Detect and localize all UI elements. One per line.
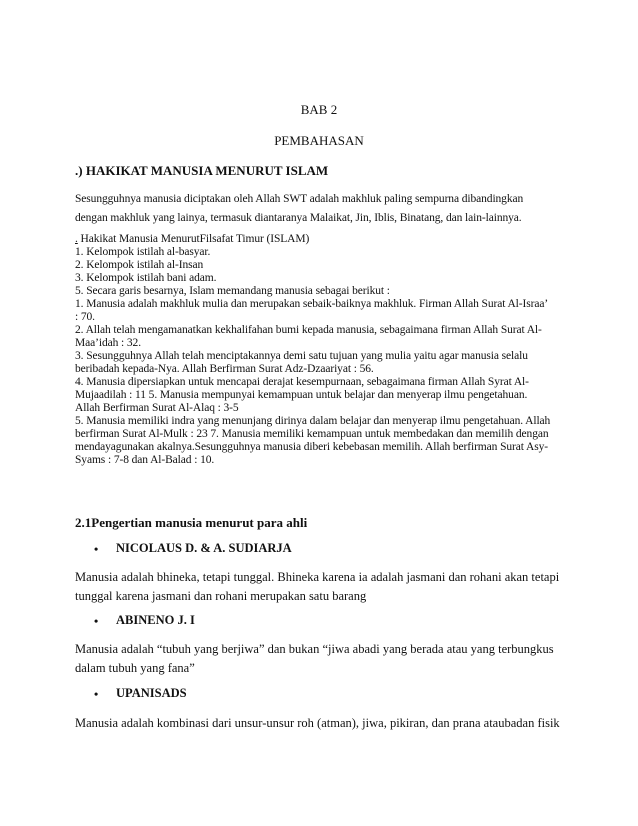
chapter-subtitle: PEMBAHASAN xyxy=(274,133,364,148)
bullet-icon: • xyxy=(94,542,99,556)
list-line: 3. Sesungguhnya Allah telah menciptakannya demi satu tujuan yang mulia yaitu agar manusia selalu xyxy=(75,350,528,362)
list-line: 4. Manusia dipersiapkan untuk mencapai derajat kesempurnaan, sebagaimana firman Allah Syrat Al- xyxy=(75,376,529,388)
description-line: Manusia adalah bhineka, tetapi tunggal. Bhineka karena ia adalah jasmani dan rohani akan tetapi xyxy=(75,570,560,584)
list-line: 3. Kelompok istilah bani adam. xyxy=(75,272,217,284)
list-line: 5. Manusia memiliki indra yang menunjang dirinya dalam belajar dan menyerap ilmu pengetahuan. Allah xyxy=(75,415,551,427)
expert-description xyxy=(75,714,560,733)
intro-line: Sesungguhnya manusia diciptakan oleh Allah SWT adalah makhluk paling sempurna dibandingkan xyxy=(75,193,524,205)
list-line: mendayagunakan akalnya.Sesungguhnya manusia diberi kebebasan memilih. Allah berfirman Surat Asy- xyxy=(75,441,548,453)
sub-heading-line xyxy=(75,233,564,246)
bullet-icon: • xyxy=(94,614,99,628)
list-line: : 70. xyxy=(75,311,95,323)
expert-name: NICOLAUS D. & A. SUDIARJA xyxy=(116,541,292,555)
list-line: Syams : 7-8 dan Al-Balad : 10. xyxy=(75,454,215,466)
list-line: Allah Berfirman Surat Al-Alaq : 3-5 xyxy=(75,402,239,414)
islam-list xyxy=(75,233,564,467)
expert-name: ABINENO J. I xyxy=(116,613,195,627)
section-heading-hakikat: .) HAKIKAT MANUSIA MENURUT ISLAM xyxy=(75,163,329,178)
description-line: tunggal karena jasmani dan rohani merupakan satu barang xyxy=(75,589,367,603)
list-line: 2. Kelompok istilah al-Insan xyxy=(75,259,204,271)
list-line: Maa’idah : 32. xyxy=(75,337,141,349)
intro-paragraph xyxy=(75,190,564,228)
description-line: Manusia adalah kombinasi dari unsur-unsur roh (atman), jiwa, pikiran, dan prana ataubadan fisik xyxy=(75,716,560,730)
bullet-icon: • xyxy=(94,687,99,701)
list-line: Mujaadilah : 11 5. Manusia mempunyai kemampuan untuk belajar dan menyerap ilmu pengetahuan. xyxy=(75,389,528,401)
list-line: berfirman Surat Al-Mulk : 23 7. Manusia memiliki kemampuan untuk membedakan dan memilih dengan xyxy=(75,428,549,440)
chapter-title: BAB 2 xyxy=(300,102,338,117)
section-heading-pengertian: 2.1Pengertian manusia menurut para ahli xyxy=(75,515,308,530)
expert-name: UPANISADS xyxy=(116,686,187,700)
description-line: dalam tubuh yang fana” xyxy=(75,661,195,675)
list-line: 1. Kelompok istilah al-basyar. xyxy=(75,246,211,258)
intro-line: dengan makhluk yang lainya, termasuk diantaranya Malaikat, Jin, Iblis, Binatang, dan lain-lainnya. xyxy=(75,212,522,224)
list-line: beribadah kepada-Nya. Allah Berfirman Surat Adz-Dzaariyat : 56. xyxy=(75,363,374,375)
list-line: 5. Secara garis besarnya, Islam memandang manusia sebagai berikut : xyxy=(75,285,390,297)
description-line: Manusia adalah “tubuh yang berjiwa” dan bukan “jiwa abadi yang berada atau yang terbungkus xyxy=(75,642,554,656)
list-line: 2. Allah telah mengamanatkan kekhalifahan bumi kepada manusia, sebagaimana firman Allah Surat Al- xyxy=(75,324,542,336)
expert-description xyxy=(75,640,554,678)
list-line: 1. Manusia adalah makhluk mulia dan merupakan sebaik-baiknya makhluk. Firman Allah Surat Al-Israa’ xyxy=(75,298,549,310)
sub-heading: Hakikat Manusia MenurutFilsafat Timur (ISLAM) xyxy=(77,233,310,245)
expert-description xyxy=(75,568,559,606)
sub-heading-marker: . xyxy=(75,233,78,245)
